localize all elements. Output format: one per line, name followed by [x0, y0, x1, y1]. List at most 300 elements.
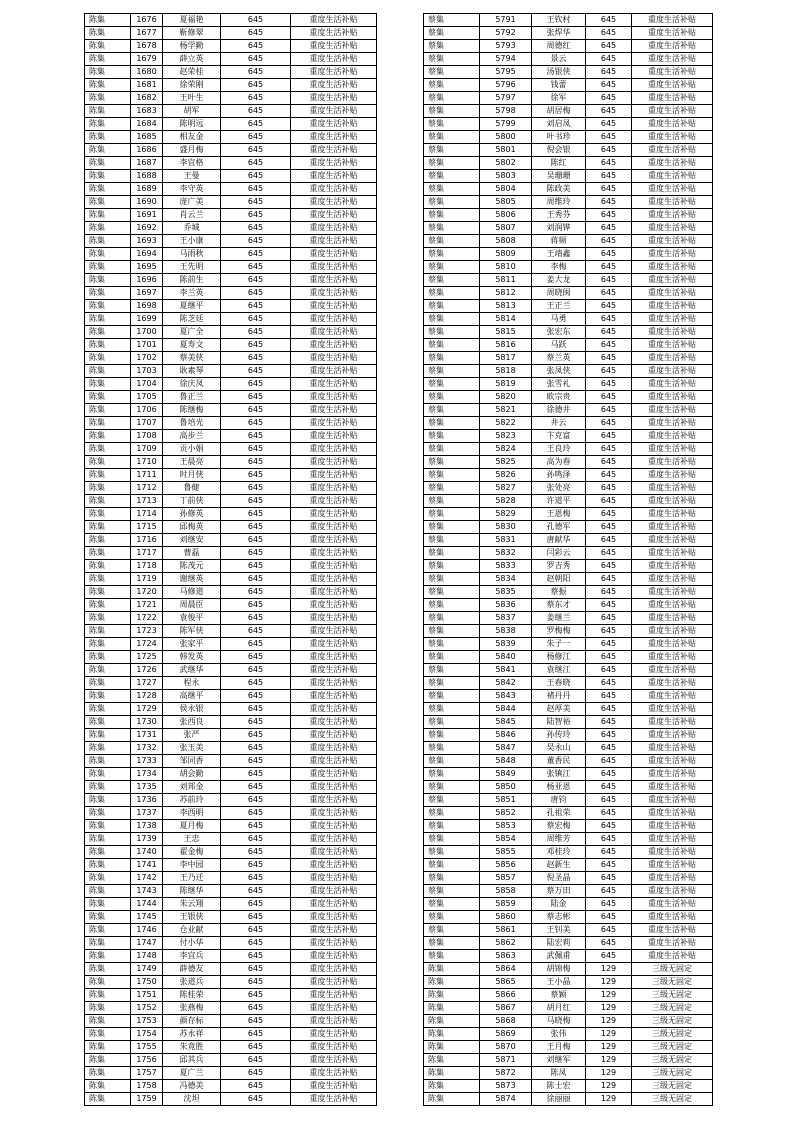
- number-cell: 5840: [480, 651, 532, 664]
- town-cell: 蔡集: [424, 612, 480, 625]
- table-row: [424, 898, 713, 911]
- name-cell: 王银侠: [163, 911, 221, 924]
- town-cell: 陈集: [85, 1002, 131, 1015]
- town-cell: 蔡集: [424, 326, 480, 339]
- category-cell: 重度生活补贴: [291, 300, 377, 313]
- name-cell: 孔祖荣: [532, 807, 586, 820]
- name-cell: 蔡美侠: [163, 352, 221, 365]
- amount-cell: 645: [221, 144, 291, 157]
- amount-cell: 645: [586, 716, 632, 729]
- amount-cell: 645: [221, 768, 291, 781]
- category-cell: 重度生活补贴: [291, 521, 377, 534]
- name-cell: 陈明远: [163, 118, 221, 131]
- name-cell: 蒋频: [532, 235, 586, 248]
- number-cell: 1713: [131, 495, 163, 508]
- table-row: [85, 391, 377, 404]
- amount-cell: 645: [221, 339, 291, 352]
- category-cell: 重度生活补贴: [291, 820, 377, 833]
- town-cell: 蔡集: [424, 209, 480, 222]
- amount-cell: 645: [586, 768, 632, 781]
- number-cell: 1720: [131, 586, 163, 599]
- number-cell: 1693: [131, 235, 163, 248]
- number-cell: 1689: [131, 183, 163, 196]
- number-cell: 1755: [131, 1041, 163, 1054]
- number-cell: 5845: [480, 716, 532, 729]
- number-cell: 1746: [131, 924, 163, 937]
- number-cell: 1708: [131, 430, 163, 443]
- amount-cell: 645: [221, 209, 291, 222]
- name-cell: 肖云兰: [163, 209, 221, 222]
- town-cell: 陈集: [85, 495, 131, 508]
- town-cell: 陈集: [85, 768, 131, 781]
- amount-cell: 645: [586, 859, 632, 872]
- name-cell: 刘启凤: [532, 118, 586, 131]
- amount-cell: 645: [221, 664, 291, 677]
- name-cell: 苏永祥: [163, 1028, 221, 1041]
- category-cell: 重度生活补贴: [291, 1080, 377, 1093]
- name-cell: 武佩甫: [532, 950, 586, 963]
- town-cell: 陈集: [424, 989, 480, 1002]
- category-cell: 重度生活补贴: [632, 820, 713, 833]
- amount-cell: 645: [586, 651, 632, 664]
- town-cell: 陈集: [85, 1067, 131, 1080]
- number-cell: 1739: [131, 833, 163, 846]
- amount-cell: 645: [586, 196, 632, 209]
- category-cell: 重度生活补贴: [291, 144, 377, 157]
- amount-cell: 129: [586, 1015, 632, 1028]
- category-cell: 重度生活补贴: [291, 313, 377, 326]
- number-cell: 5838: [480, 625, 532, 638]
- name-cell: 乔城: [163, 222, 221, 235]
- category-cell: 重度生活补贴: [291, 469, 377, 482]
- table-row: [424, 534, 713, 547]
- town-cell: 陈集: [85, 196, 131, 209]
- table-row: [424, 222, 713, 235]
- name-cell: 李兰英: [163, 287, 221, 300]
- table-row: [424, 508, 713, 521]
- number-cell: 5842: [480, 677, 532, 690]
- number-cell: 1706: [131, 404, 163, 417]
- table-row: [424, 183, 713, 196]
- name-cell: 陈茂元: [163, 560, 221, 573]
- category-cell: 重度生活补贴: [632, 53, 713, 66]
- town-cell: 陈集: [85, 287, 131, 300]
- number-cell: 5807: [480, 222, 532, 235]
- number-cell: 5811: [480, 274, 532, 287]
- number-cell: 5809: [480, 248, 532, 261]
- number-cell: 1716: [131, 534, 163, 547]
- town-cell: 蔡集: [424, 651, 480, 664]
- number-cell: 5816: [480, 339, 532, 352]
- town-cell: 陈集: [85, 14, 131, 27]
- table-row: [424, 274, 713, 287]
- amount-cell: 645: [586, 40, 632, 53]
- category-cell: 重度生活补贴: [632, 365, 713, 378]
- category-cell: 重度生活补贴: [632, 612, 713, 625]
- amount-cell: 645: [221, 287, 291, 300]
- amount-cell: 645: [586, 456, 632, 469]
- name-cell: 王正兰: [532, 300, 586, 313]
- number-cell: 1711: [131, 469, 163, 482]
- amount-cell: 645: [221, 651, 291, 664]
- town-cell: 蔡集: [424, 313, 480, 326]
- number-cell: 1734: [131, 768, 163, 781]
- number-cell: 1745: [131, 911, 163, 924]
- number-cell: 5806: [480, 209, 532, 222]
- table-row: [85, 235, 377, 248]
- number-cell: 1697: [131, 287, 163, 300]
- number-cell: 1679: [131, 53, 163, 66]
- table-row: [85, 742, 377, 755]
- table-row: [85, 443, 377, 456]
- number-cell: 5849: [480, 768, 532, 781]
- town-cell: 蔡集: [424, 768, 480, 781]
- number-cell: 5792: [480, 27, 532, 40]
- table-row: [424, 27, 713, 40]
- category-cell: 三级无固定: [632, 1028, 713, 1041]
- town-cell: 陈集: [85, 833, 131, 846]
- table-row: [424, 378, 713, 391]
- name-cell: 夏广兰: [163, 1067, 221, 1080]
- table-row: [85, 66, 377, 79]
- table-row: [85, 924, 377, 937]
- category-cell: 重度生活补贴: [632, 534, 713, 547]
- number-cell: 5814: [480, 313, 532, 326]
- town-cell: 蔡集: [424, 638, 480, 651]
- table-row: [85, 14, 377, 27]
- amount-cell: 645: [586, 170, 632, 183]
- category-cell: 重度生活补贴: [632, 807, 713, 820]
- category-cell: 重度生活补贴: [291, 495, 377, 508]
- amount-cell: 645: [221, 885, 291, 898]
- town-cell: 蔡集: [424, 261, 480, 274]
- category-cell: 重度生活补贴: [632, 313, 713, 326]
- number-cell: 1751: [131, 989, 163, 1002]
- name-cell: 王小康: [163, 235, 221, 248]
- town-cell: 蔡集: [424, 365, 480, 378]
- number-cell: 5826: [480, 469, 532, 482]
- table-row: [424, 469, 713, 482]
- table-row: [424, 586, 713, 599]
- table-row: [424, 677, 713, 690]
- category-cell: 重度生活补贴: [291, 651, 377, 664]
- table-row: [85, 1002, 377, 1015]
- amount-cell: 645: [221, 313, 291, 326]
- number-cell: 1756: [131, 1054, 163, 1067]
- category-cell: 重度生活补贴: [291, 898, 377, 911]
- amount-cell: 645: [221, 1093, 291, 1106]
- roster-table-right: [423, 13, 713, 1106]
- number-cell: 1710: [131, 456, 163, 469]
- category-cell: 重度生活补贴: [632, 339, 713, 352]
- number-cell: 1699: [131, 313, 163, 326]
- category-cell: 重度生活补贴: [632, 599, 713, 612]
- number-cell: 5836: [480, 599, 532, 612]
- category-cell: 重度生活补贴: [632, 547, 713, 560]
- amount-cell: 645: [221, 560, 291, 573]
- town-cell: 蔡集: [424, 664, 480, 677]
- category-cell: 重度生活补贴: [291, 443, 377, 456]
- amount-cell: 645: [586, 66, 632, 79]
- amount-cell: 645: [586, 521, 632, 534]
- name-cell: 吴珊珊: [532, 170, 586, 183]
- town-cell: 陈集: [85, 417, 131, 430]
- amount-cell: 645: [586, 378, 632, 391]
- town-cell: 蔡集: [424, 599, 480, 612]
- amount-cell: 645: [221, 443, 291, 456]
- number-cell: 5823: [480, 430, 532, 443]
- amount-cell: 645: [586, 508, 632, 521]
- amount-cell: 645: [586, 261, 632, 274]
- table-row: [424, 820, 713, 833]
- table-row: [85, 482, 377, 495]
- table-row: [424, 651, 713, 664]
- amount-cell: 645: [221, 534, 291, 547]
- amount-cell: 129: [586, 1054, 632, 1067]
- category-cell: 重度生活补贴: [291, 612, 377, 625]
- name-cell: 庞广美: [163, 196, 221, 209]
- table-row: [424, 14, 713, 27]
- name-cell: 周晓闽: [532, 287, 586, 300]
- name-cell: 丁前侠: [163, 495, 221, 508]
- table-row: [85, 716, 377, 729]
- number-cell: 1688: [131, 170, 163, 183]
- category-cell: 重度生活补贴: [632, 560, 713, 573]
- amount-cell: 645: [221, 859, 291, 872]
- name-cell: 刘润铧: [532, 222, 586, 235]
- table-row: [85, 638, 377, 651]
- name-cell: 李梅: [532, 261, 586, 274]
- amount-cell: 645: [586, 118, 632, 131]
- table-row: [424, 157, 713, 170]
- number-cell: 1683: [131, 105, 163, 118]
- amount-cell: 645: [221, 456, 291, 469]
- category-cell: 重度生活补贴: [291, 755, 377, 768]
- town-cell: 蔡集: [424, 274, 480, 287]
- table-row: [424, 846, 713, 859]
- amount-cell: 645: [221, 105, 291, 118]
- amount-cell: 645: [221, 248, 291, 261]
- amount-cell: 645: [221, 612, 291, 625]
- name-cell: 袁俊平: [163, 612, 221, 625]
- town-cell: 蔡集: [424, 79, 480, 92]
- amount-cell: 645: [586, 846, 632, 859]
- table-row: [424, 170, 713, 183]
- town-cell: 陈集: [424, 963, 480, 976]
- town-cell: 陈集: [85, 937, 131, 950]
- amount-cell: 645: [221, 1028, 291, 1041]
- amount-cell: 645: [221, 430, 291, 443]
- name-cell: 武继华: [163, 664, 221, 677]
- town-cell: 陈集: [85, 716, 131, 729]
- category-cell: 重度生活补贴: [632, 495, 713, 508]
- amount-cell: 645: [221, 1054, 291, 1067]
- table-row: [85, 560, 377, 573]
- amount-cell: 645: [586, 495, 632, 508]
- number-cell: 5851: [480, 794, 532, 807]
- town-cell: 蔡集: [424, 872, 480, 885]
- table-row: [424, 638, 713, 651]
- number-cell: 1732: [131, 742, 163, 755]
- number-cell: 5868: [480, 1015, 532, 1028]
- table-row: [424, 66, 713, 79]
- name-cell: 高为春: [532, 456, 586, 469]
- number-cell: 1678: [131, 40, 163, 53]
- town-cell: 蔡集: [424, 131, 480, 144]
- number-cell: 5821: [480, 404, 532, 417]
- name-cell: 王晨亮: [163, 456, 221, 469]
- category-cell: 重度生活补贴: [632, 586, 713, 599]
- number-cell: 5847: [480, 742, 532, 755]
- roster-table-left-body: [85, 14, 377, 1106]
- number-cell: 5799: [480, 118, 532, 131]
- town-cell: 陈集: [85, 105, 131, 118]
- amount-cell: 645: [586, 924, 632, 937]
- town-cell: 陈集: [85, 248, 131, 261]
- category-cell: 重度生活补贴: [291, 391, 377, 404]
- town-cell: 陈集: [85, 53, 131, 66]
- number-cell: 1712: [131, 482, 163, 495]
- name-cell: 张西良: [163, 716, 221, 729]
- town-cell: 陈集: [85, 573, 131, 586]
- amount-cell: 645: [586, 300, 632, 313]
- name-cell: 夏继平: [163, 300, 221, 313]
- name-cell: 赵荣桂: [163, 66, 221, 79]
- category-cell: 重度生活补贴: [632, 638, 713, 651]
- amount-cell: 645: [221, 976, 291, 989]
- town-cell: 蔡集: [424, 508, 480, 521]
- town-cell: 蔡集: [424, 690, 480, 703]
- amount-cell: 645: [221, 989, 291, 1002]
- name-cell: 赵新生: [532, 859, 586, 872]
- number-cell: 1707: [131, 417, 163, 430]
- town-cell: 陈集: [85, 391, 131, 404]
- category-cell: 三级无固定: [632, 1015, 713, 1028]
- number-cell: 1717: [131, 547, 163, 560]
- name-cell: 周维玲: [532, 196, 586, 209]
- name-cell: 孙鸣泽: [532, 469, 586, 482]
- table-row: [85, 690, 377, 703]
- amount-cell: 645: [586, 27, 632, 40]
- amount-cell: 645: [586, 92, 632, 105]
- category-cell: 重度生活补贴: [632, 183, 713, 196]
- name-cell: 苏前玲: [163, 794, 221, 807]
- town-cell: 陈集: [424, 1002, 480, 1015]
- amount-cell: 645: [586, 599, 632, 612]
- table-row: [424, 1015, 713, 1028]
- number-cell: 1721: [131, 599, 163, 612]
- amount-cell: 645: [586, 664, 632, 677]
- table-row: [424, 781, 713, 794]
- category-cell: 重度生活补贴: [632, 144, 713, 157]
- category-cell: 重度生活补贴: [291, 261, 377, 274]
- name-cell: 张处亮: [532, 482, 586, 495]
- town-cell: 蔡集: [424, 794, 480, 807]
- category-cell: 重度生活补贴: [632, 326, 713, 339]
- category-cell: 重度生活补贴: [291, 430, 377, 443]
- category-cell: 重度生活补贴: [632, 755, 713, 768]
- name-cell: 徐庆凤: [163, 378, 221, 391]
- name-cell: 高继平: [163, 690, 221, 703]
- town-cell: 蔡集: [424, 755, 480, 768]
- name-cell: 王先明: [163, 261, 221, 274]
- table-row: [85, 755, 377, 768]
- town-cell: 陈集: [85, 885, 131, 898]
- category-cell: 重度生活补贴: [632, 690, 713, 703]
- category-cell: 重度生活补贴: [632, 872, 713, 885]
- town-cell: 蔡集: [424, 27, 480, 40]
- category-cell: 重度生活补贴: [291, 287, 377, 300]
- amount-cell: 645: [586, 898, 632, 911]
- town-cell: 陈集: [85, 638, 131, 651]
- name-cell: 张严: [163, 729, 221, 742]
- number-cell: 1685: [131, 131, 163, 144]
- category-cell: 重度生活补贴: [632, 651, 713, 664]
- category-cell: 重度生活补贴: [632, 430, 713, 443]
- name-cell: 唐献华: [532, 534, 586, 547]
- number-cell: 5855: [480, 846, 532, 859]
- amount-cell: 645: [221, 950, 291, 963]
- town-cell: 陈集: [85, 1028, 131, 1041]
- number-cell: 5857: [480, 872, 532, 885]
- table-row: [85, 1028, 377, 1041]
- number-cell: 1690: [131, 196, 163, 209]
- category-cell: 三级无固定: [632, 1093, 713, 1106]
- town-cell: 陈集: [85, 66, 131, 79]
- amount-cell: 645: [586, 911, 632, 924]
- table-row: [85, 105, 377, 118]
- name-cell: 王叶生: [163, 92, 221, 105]
- number-cell: 1687: [131, 157, 163, 170]
- category-cell: 重度生活补贴: [291, 248, 377, 261]
- category-cell: 重度生活补贴: [291, 66, 377, 79]
- town-cell: 陈集: [85, 430, 131, 443]
- name-cell: 许道平: [532, 495, 586, 508]
- name-cell: 邱其兵: [163, 1054, 221, 1067]
- amount-cell: 645: [586, 833, 632, 846]
- number-cell: 5834: [480, 573, 532, 586]
- amount-cell: 645: [221, 625, 291, 638]
- name-cell: 马勇: [532, 313, 586, 326]
- amount-cell: 645: [586, 638, 632, 651]
- amount-cell: 645: [221, 924, 291, 937]
- town-cell: 陈集: [85, 521, 131, 534]
- number-cell: 1740: [131, 846, 163, 859]
- category-cell: 重度生活补贴: [291, 924, 377, 937]
- amount-cell: 645: [221, 365, 291, 378]
- town-cell: 陈集: [424, 1028, 480, 1041]
- name-cell: 蔡志彬: [532, 911, 586, 924]
- roster-table-right-body: [424, 14, 713, 1106]
- table-row: [85, 170, 377, 183]
- name-cell: 罗吉秀: [532, 560, 586, 573]
- name-cell: 倪会银: [532, 144, 586, 157]
- amount-cell: 645: [221, 274, 291, 287]
- town-cell: 蔡集: [424, 911, 480, 924]
- name-cell: 陈继梅: [163, 404, 221, 417]
- table-row: [424, 1080, 713, 1093]
- number-cell: 1677: [131, 27, 163, 40]
- name-cell: 王春晓: [532, 677, 586, 690]
- amount-cell: 645: [586, 14, 632, 27]
- category-cell: 重度生活补贴: [291, 1067, 377, 1080]
- table-row: [85, 365, 377, 378]
- table-row: [424, 885, 713, 898]
- number-cell: 5835: [480, 586, 532, 599]
- category-cell: 重度生活补贴: [632, 79, 713, 92]
- amount-cell: 645: [221, 352, 291, 365]
- number-cell: 1748: [131, 950, 163, 963]
